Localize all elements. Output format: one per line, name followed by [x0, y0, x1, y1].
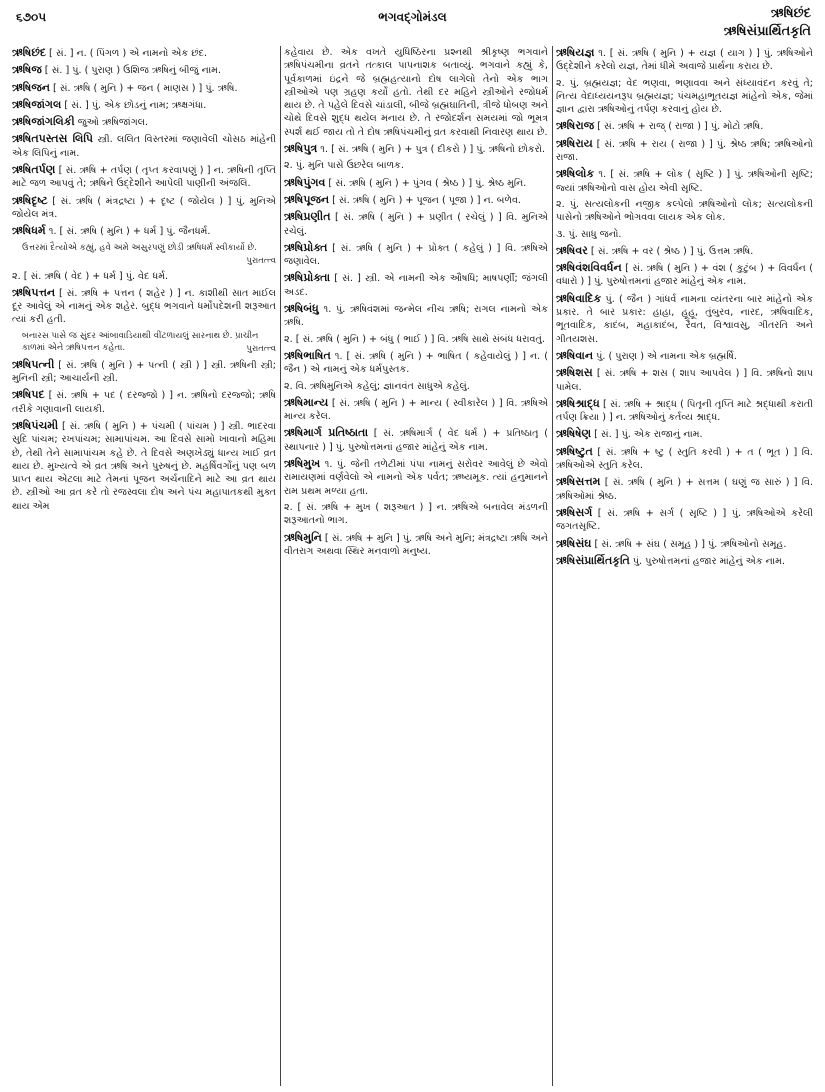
entry-headword: ઋષિપત્તન [12, 285, 56, 299]
dictionary-entry [284, 241, 548, 269]
citation-quote [12, 242, 276, 266]
dictionary-entry [284, 531, 548, 559]
entry-definition: [ સં. ઋષિ ( મુનિ ) + જન ( માણસ ) ] પું. ઋષિ. [52, 82, 238, 94]
entry-headword: ઋષિપૂજન [284, 192, 330, 206]
entry-headword: ઋષિસંઘ [556, 536, 592, 550]
entry-definition: [ સં. ઋષિ + સર્ગ ( સૃષ્ટિ ) ] પું. ઋષિઓએ કરેલી જગતસૃષ્ટિ. [556, 507, 813, 533]
entry-definition: પું. પુરુષોત્તમનાં હજાર માંહેનું એક નામ. [632, 555, 785, 567]
entry-definition: [ સં. ઋષિ ( મુનિ ) + પૂજન ( પૂજા ) ] ન. બળેવ. [332, 194, 521, 206]
column-1 [12, 46, 276, 1086]
entry-definition: ૩. પું. સાધુ જનો. [556, 228, 622, 240]
dictionary-entry [12, 98, 276, 112]
dictionary-entry [12, 115, 276, 129]
entry-definition: ૧. પું. ઋષિવંશમાં જન્મેલ નીચ ઋષિ; રાગલ નામનો એક ઋષિ. [284, 304, 548, 329]
dictionary-entry [284, 349, 548, 377]
entry-headword: ઋષિલોક [556, 167, 595, 181]
entry-definition: ૨. વિ. ઋષિમુનિએ કહેલું; જ્ઞાનવંત સાધુએ કહેલું. [284, 380, 470, 392]
dictionary-entry [284, 176, 548, 190]
column-3 [556, 46, 813, 1086]
entry-definition: [ સં. ઋષિ + સંઘ ( સમૂહ ) ] પું. ઋષિઓનો સમૂહ. [594, 538, 787, 550]
entry-headword: ઋષિજન [12, 80, 50, 94]
dictionary-entry [556, 427, 813, 441]
citation-quote [12, 330, 276, 354]
dictionary-entry [556, 445, 813, 473]
entry-definition: [ સં. ઋષિ ( મુનિ ) + પત્ની ( સ્ત્રી ) ] સ્ત્રી. ઋષિની સ્ત્રી; મુનિની સ્ત્રી; આચાર્યની સ્ત્રી. [12, 359, 276, 385]
dictionary-entry [12, 224, 276, 238]
entry-definition: [ સં. ઋષિ + પત્તન ( શહેર ) ] ન. કાશીથી સાત માઈલ દૂર આવેલું એ નામનું એક શહેર. બુદ્ધ ભગવાને ધર્મોપદેશની શરૂઆત ત્યાં કરી હતી. [12, 287, 276, 326]
entry-definition: [ સં. ] સ્ત્રી. એ નામની એક ઔષધિ; માષપર્ણી; જંગલી અડદ. [284, 273, 548, 298]
dictionary-entry [556, 366, 813, 394]
dictionary-entry [556, 228, 813, 241]
entry-headword: ઋષિતપસ્તસ લિપિ [12, 132, 93, 146]
entry-headword: ઋષિવર [556, 243, 588, 257]
dictionary-entry [556, 244, 813, 258]
entry-headword: ઋષિછંદ [12, 46, 46, 59]
entry-definition: કહેવાય છે. એક વખતે યુધિષ્ઠિરના પ્રશ્નથી શ્રીકૃષ્ણ ભગવાને ઋષિપંચમીના વ્રતને તત્કાલ પાપનાશક બતાવ્યું. ભગવાને કહ્યું કે, પૂર્વકાળમાં ઇંદ્રને જે બ્રહ્મહત્યાનો દોષ લાગેલો તેનો એક ભાગ સ્ત્રીઓએ પણ ગ્રહણ કર્યો હતો. તેથી દર મહિને સ્ત્રીઓને રજોધર્મ થાય છે. તે પહેલે દિવસે ચાંડાલી, બીજે બ્રહ્મઘાતિની, ત્રીજે ધોબણ અને ચોથે દિવસે શુદ્ધ થયેલ મનાય છે. તે રજોદર્શન સમયમાં જો ભૂમત્ર સ્પર્શ થઈ જાય તો તે દોષ ઋષિપંચમીનું વ્રત કરવાથી નિવારણ થાય છે. [284, 47, 548, 138]
dictionary-entry [12, 419, 276, 513]
book-title: ભગવદ્ગોમંડલ [378, 10, 447, 24]
dictionary-entry [12, 163, 276, 191]
entry-definition: [ સં. ] પું. ( પુરાણ ) ઉશિજ ઋષિનું બીજું નામ. [44, 65, 221, 77]
dictionary-entry [284, 426, 548, 454]
entry-definition: [ સં. ઋષિ + તર્પણ ( તૃપ્ત કરવાપણું ) ] ન. ઋષિની તૃપ્તિ માટે જળ આપવું તે; ઋષિને ઉદ્દેશીને આપેલી પાણીની અંજલિ. [12, 165, 276, 190]
dictionary-entry [556, 397, 813, 425]
entry-definition: [ સં. ઋષિ + શસ ( શાપ આપવેલ ) ] વિ. ઋષિનો શાપ પામેલ. [556, 368, 813, 393]
dictionary-entry [284, 46, 548, 139]
citation-source: પુરાતત્ત્વ [246, 254, 276, 265]
entry-headword: ઋષિષ્ટુત [556, 444, 593, 458]
entry-definition: [ સં. ઋષિ ( મુનિ ) + પુંગવ ( શ્રેષ્ઠ ) ] પું. શ્રેષ્ઠ મુનિ. [328, 177, 527, 189]
entry-definition: [ સં. ઋષિ ( મુનિ ) + વંશ ( કુટુંબ ) + વિવર્ધન ( વધારો ) ] પું. પુરુષોત્તમનાં હજાર માંહેનું એક નામ. [556, 263, 813, 288]
entry-headword: ઋષિપ્રોક્તા [284, 271, 331, 285]
guide-word-first: ઋષિછંદ [770, 6, 811, 21]
column-2 [284, 46, 548, 1086]
dictionary-entry [12, 358, 276, 386]
dictionary-entry [12, 46, 276, 60]
entry-definition: ૨. [ સં. ઋષિ ( મુનિ ) + બંધુ ( ભાઈ ) ] વિ. ઋષિ સાથે સંબંધ ધરાવતું. [284, 333, 545, 345]
entry-definition: [ સં. ] ન. ( પિંગળ ) એ નામનો એક છંદ. [49, 48, 208, 59]
entry-definition: ૨. પું. મુનિ પાસે ઉછરેલ બાળક. [284, 160, 404, 172]
entry-definition: [ સં. ઋષિ ( મુનિ ) + પ્રોક્ત ( કહેલું ) ] વિ. ઋષિએ જણાવેલ. [284, 242, 548, 268]
dictionary-entry [284, 396, 548, 424]
entry-headword: ઋષિધર્મ [12, 224, 46, 238]
entry-headword: ઋષિપુંગવ [284, 175, 326, 189]
entry-definition: ૧. [ સં. ઋષિ ( મુનિ ) + પુત્ર ( દીકરો ) ] પું. ઋષિનો છોકરો. [320, 144, 546, 156]
entry-definition: [ સં. ઋષિમાર્ગ ( વેદ ધર્મ ) + પ્રતિષ્ઠાતૃ ( સ્થાપનાર ) ] પું. પુરુષોત્તમનાં હજાર માંહેનું એક નામ. [284, 428, 548, 453]
entry-headword: ઋષિદૃષ્ટ [12, 193, 48, 207]
entry-definition: ૧. [ સં. ઋષિ ( મુનિ ) + યજ્ઞ ( યાગ ) ] પું. ઋષિઓને ઉદ્દેશીને કરેલો યજ્ઞ, તેમાં ધીમે અવાજે પ્રાર્થના કરાય છે. [556, 48, 813, 73]
entry-definition: [ સં. ઋષિ + મુનિ ] પું. ઋષિ અને મુનિ; મંત્રદ્રષ્ટા ઋષિ અને વીતરાગ અથવા સ્થિર મનવાળો મનુષ્ય. [284, 532, 548, 557]
entry-headword: ઋષિપંચમી [12, 418, 59, 432]
dictionary-entry [12, 388, 276, 416]
dictionary-entry [12, 63, 276, 77]
entry-definition: [ સં. ઋષિ + પદ ( દરજ્જો ) ] ન. ઋષિનો દરજ્જો; ઋષિ તરીકે ગણાવાની લાયકી. [12, 390, 276, 415]
entry-headword: ઋષિસત્તમ [556, 475, 601, 489]
citation-source: પુરાતત્ત્વ [246, 342, 276, 353]
entry-headword: ઋષિબંધુ [284, 302, 319, 316]
dictionary-entry [284, 302, 548, 330]
entry-headword: ઋષિરાય [556, 136, 593, 150]
entry-headword: ઋષિમુખ [284, 457, 321, 471]
entry-definition: [ સં. ઋષિ ( મુનિ ) + માન્ય ( સ્વીકારેલ ) ] વિ. ઋષિએ માન્ય કરેલ. [284, 397, 548, 423]
entry-headword: ઋષિપદ [12, 388, 45, 402]
entry-definition: ૨. પું. બ્રહ્મયજ્ઞ; વેદ ભણવા, ભણાવવા અને સંધ્યાવંદન કરવું તે; નિત્ય વેદાધ્યયનરૂપ બ્રહ્મયજ્ઞ; પંચમહાભૂતયજ્ઞ માંહેનો એક, જેમાં જ્ઞાન દ્વારા ઋષિઓનું તર્પણ કરવાનું હોય છે. [556, 77, 813, 116]
entry-headword: ઋષિસંપ્રાર્થિતકૃતિ [556, 553, 630, 567]
entry-headword: ઋષિમાર્ગ પ્રતિષ્ઠાતા [284, 426, 369, 440]
dictionary-entry [284, 193, 548, 207]
entry-definition: [ સં. ઋષિ + રાય ( રાજા ) ] પું. શ્રેષ્ઠ ઋષિ; ઋષિઓનો રાજા. [556, 138, 813, 164]
entry-definition: [ સં. ] પું. એક છોડનું નામ; ઋક્ષગંધા. [64, 99, 207, 111]
entry-definition: ૧. [ સં. ઋષિ ( મુનિ ) + ભાષિત ( કહેવાયેલું ) ] ન. ( જૈન ) એ નામનું એક ધર્મપુસ્તક. [284, 350, 548, 376]
dictionary-entry [284, 159, 548, 172]
dictionary-entry [284, 271, 548, 299]
dictionary-entry [556, 46, 813, 74]
entry-definition: ૨. [ સં. ઋષિ + મુખ ( શરૂઆત ) ] ન. ઋષિએ બનાવેલ મંડળની શરૂઆતનો ભાગ. [284, 501, 548, 527]
entry-definition: [ સં. ઋષિ ( મુનિ ) + સત્તમ ( ઘણું જ સારું ) ] વિ. ઋષિઓમાં શ્રેષ્ઠ. [556, 477, 813, 502]
entry-definition: ૨. પું. સત્યલોકની નજીક કલ્પેલો ઋષિઓનો લોક; સત્યલોકની પાસેનો ઋષિઓને ભોગવવા લાયક એક લોક. [556, 198, 813, 224]
dictionary-entry [284, 380, 548, 393]
dictionary-entry [556, 119, 813, 133]
entry-definition: જુઓ ઋષિજાંગલ. [77, 117, 149, 129]
entry-headword: ઋષિયજ્ઞ [556, 46, 595, 59]
entry-definition: [ સં. ઋષિ ( મુનિ ) + પ્રણીત ( રચેલું ) ] વિ. મુનિએ રચેલું. [284, 212, 548, 237]
dictionary-entry [556, 506, 813, 534]
entry-headword: ઋષિષેણ [556, 427, 592, 441]
dictionary-entry [556, 167, 813, 195]
entry-definition: ૨. [ સં. ઋષિ ( વેદ ) + ધર્મ ] પું. વેદ ધર્મ. [12, 270, 169, 282]
entry-definition: [ સં. ઋષિ ( મંત્રદ્રષ્ટા ) + દૃષ્ટ ( જોયેલ ) ] પું. મુનિએ જોયેલ મંત્ર. [12, 195, 276, 220]
entry-headword: ઋષિસર્ગ [556, 505, 593, 519]
entry-headword: ઋષિજ [12, 63, 42, 77]
dictionary-entry [284, 333, 548, 346]
dictionary-entry [12, 286, 276, 327]
entry-definition: [ સં. ઋષિ + શ્રાદ્ધ ( પિતૃની તૃપ્તિ માટે શ્રદ્ધાથી કરાતી તર્પણ ક્રિયા ) ] ન. ઋષિઓનું કર્તવ્ય શ્રાદ્ધ. [556, 398, 813, 424]
entry-headword: ઋષિતર્પણ [12, 163, 56, 177]
entry-headword: ઋષિજાંગલ [12, 97, 62, 111]
dictionary-entry [12, 194, 276, 222]
dictionary-entry [556, 537, 813, 551]
dictionary-entry [556, 292, 813, 346]
entry-headword: ઋષિરાજ [556, 119, 595, 133]
entry-headword: ઋષિવાદિક [556, 291, 602, 305]
citation-text: બનારસ પાસે જ સુંદર આંબાવાડિયાથી વીંટળાયલું સારનાથ છે. પ્રાચીન કાળમાં એને ઋષિપત્તન કહેતા. [22, 330, 259, 353]
entry-definition: ૧. પું. જેની તળેટીમાં પંપા નામનું સરોવર આવેલું છે એવો રામાયણમાં વર્ણવેલો એ નામનો એક પર્વત; ઋષ્યમૂક. ત્યાં હનુમાનને રામ પ્રથમ મળ્યા હતા. [284, 459, 548, 497]
entry-definition: ૧. [ સં. ઋષિ + લોક ( સૃષ્ટિ ) ] પું. ઋષિઓની સૃષ્ટિ; જ્યાં ઋષિઓનો વાસ હોય એવી સૃષ્ટિ. [556, 169, 813, 194]
page-header [0, 0, 825, 44]
entry-headword: ઋષિમુનિ [284, 530, 322, 544]
dictionary-entry [284, 501, 548, 528]
dictionary-entry [284, 457, 548, 498]
dictionary-entry [556, 137, 813, 165]
dictionary-entry [12, 270, 276, 283]
dictionary-entry [12, 132, 276, 160]
entry-definition: પું. ( જૈન ) ગાંધર્વ નામના વ્યંતરના બાર માંહેનો એક પ્રકાર. તે બાર પ્રકાર: હાહા, હૂહૂ, તુંબુરવ, નારદ, ઋષિવાદિક, ભૂતવાદિક, કાદંબ, મહાકાદંબ, રૈવત, વિશ્વાવસુ, ગીતરતિ અને ગીતયશસ. [556, 293, 813, 345]
dictionary-entry [556, 77, 813, 117]
entry-definition: [ સં. ઋષિ ( મુનિ ) + પંચમી ( પાંચમ ) ] સ્ત્રી. ભાદરવા સુદિ પાંચમ; રખપાંચમ; સામાપાંચમ. આ દિવસે સામો ખાવાનો મહિમા છે, તેથી તેને સામાપાંચમ કહે છે. તે દિવસે અણખેડ્યું ધાન્ય ખાઈ વ્રત થાય છે. મુખ્યત્વે એ વ્રત ઋષિ અને પુરુષનું છે. મહર્ષિવર્ગોનું પણ બળ પ્રાપ્ત થાય એટલા માટે તેમનાં પૂજન અર્ચનાદિને માટે આ વ્રત થાય છે. સ્ત્રીઓ આ વ્રત કરે તો રજસ્વલા દોષ અને પંચ મહાપાતકથી મુક્ત થાય એમ [12, 420, 276, 512]
dictionary-entry [12, 81, 276, 95]
entry-headword: ઋષિમાન્ય [284, 395, 329, 409]
dictionary-entry [556, 198, 813, 225]
dictionary-entry [284, 210, 548, 238]
citation-text: ઉત્તરમાં દૈત્યોએ કહ્યું, હવે અમે અસુરપણું છોડી ઋષિધર્મ સ્વીકાર્યો છે. [22, 242, 257, 253]
entry-headword: ઋષિવાન [556, 348, 594, 362]
entry-headword: ઋષિવંશવિવર્ધન [556, 261, 622, 275]
entry-definition: ૧. [ સં. ઋષિ ( મુનિ ) + ધર્મ ] પું. જૈનધર્મ. [48, 226, 211, 238]
entry-definition: સ્ત્રી. લલિત વિસ્તરમાં જણાવેલી ચોસઠ માંહેની એક લિપિનું નામ. [12, 134, 276, 159]
dictionary-entry [556, 554, 813, 568]
entry-headword: ઋષિપ્રોક્ત [284, 240, 328, 254]
entry-definition: પું. ( પુરાણ ) એ નામના એક બ્રહ્મર્ષિ. [596, 350, 737, 362]
dictionary-entry [556, 349, 813, 363]
dictionary-entry [556, 475, 813, 503]
guide-word-last: ઋષિસંપ્રાર્થિતકૃતિ [723, 24, 811, 39]
entry-definition: [ સં. ] પું. એક રાજાનું નામ. [594, 429, 703, 441]
entry-headword: ઋષિશ્રાદ્ધ [556, 396, 600, 410]
page-number: ૬૭૦૫ [16, 10, 47, 24]
entry-headword: ઋષિશસ [556, 366, 593, 380]
entry-headword: ઋષિભાષિત [284, 348, 331, 362]
dictionary-columns [12, 46, 813, 1086]
entry-headword: ઋષિપત્ની [12, 357, 55, 371]
entry-headword: ઋષિજાંગલિકી [12, 115, 75, 129]
entry-headword: ઋષિપુત્ર [284, 142, 318, 156]
entry-definition: [ સં. ઋષિ + ષ્ટુ ( સ્તુતિ કરવી ) + ત ( ભૂત ) ] વિ. ઋષિઓએ સ્તુતિ કરેલ. [556, 446, 813, 472]
dictionary-entry [556, 261, 813, 289]
entry-headword: ઋષિપ્રણીત [284, 210, 331, 224]
entry-definition: [ સં. ઋષિ + વર ( શ્રેષ્ઠ ) ] પું. ઉત્તમ ઋષિ. [590, 245, 754, 257]
dictionary-entry [284, 142, 548, 156]
entry-definition: [ સં. ઋષિ + રાજ્ ( રાજા ) ] પું. મોટો ઋષિ. [597, 121, 764, 133]
